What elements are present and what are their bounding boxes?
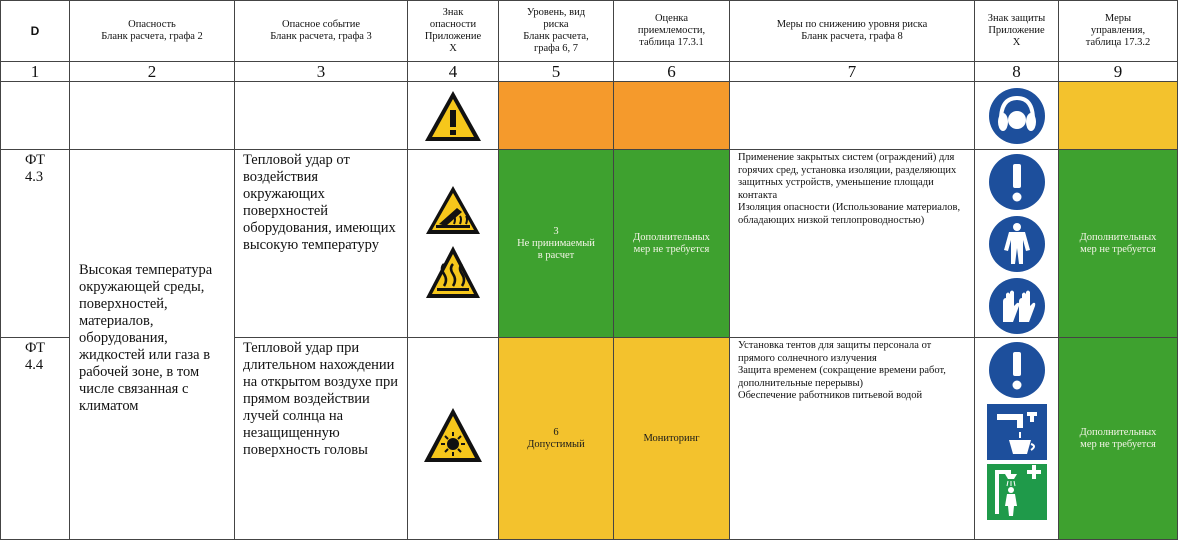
- col-number-8: 8: [975, 62, 1059, 82]
- col-number-6: 6: [614, 62, 730, 82]
- col-number-1: 1: [0, 62, 70, 82]
- row2-acceptability: Мониторинг: [614, 338, 730, 540]
- protective-suit-icon: [987, 214, 1047, 274]
- hot-surface-hand-icon: [424, 184, 482, 236]
- row1-code: ФТ 4.3: [0, 150, 70, 338]
- general-warning-icon: [422, 88, 484, 144]
- emergency-shower-icon: [987, 464, 1047, 520]
- col-number-9: 9: [1059, 62, 1178, 82]
- mandatory-action-icon: [987, 152, 1047, 212]
- header-col-7: Меры по снижению уровня риска Бланк расчета, графа 8: [730, 0, 975, 62]
- row1-control: Дополнительных мер не требуется: [1059, 150, 1178, 338]
- row2-hazard-sign: [408, 338, 499, 540]
- row0-event: [235, 82, 408, 150]
- row2-protect-sign: [975, 338, 1059, 540]
- col-number-5: 5: [499, 62, 614, 82]
- row1-protect-sign: [975, 150, 1059, 338]
- row2-control: Дополнительных мер не требуется: [1059, 338, 1178, 540]
- row2-level: 6 Допустимый: [499, 338, 614, 540]
- row0-protect-sign: [975, 82, 1059, 150]
- col-number-7: 7: [730, 62, 975, 82]
- drinking-water-icon: [987, 404, 1047, 460]
- col-number-3: 3: [235, 62, 408, 82]
- header-col-6: Оценка приемлемости, таблица 17.3.1: [614, 0, 730, 62]
- row2-event: Тепловой удар при длительном нахождении на открытом воздухе при прямом воздействии лучей солнца на незащищенную поверхность головы: [235, 338, 408, 540]
- row1-acceptability: Дополнительных мер не требуется: [614, 150, 730, 338]
- header-col-d: D: [0, 0, 70, 62]
- row0-acceptability: [614, 82, 730, 150]
- ear-protection-icon: [987, 86, 1047, 146]
- protective-gloves-icon: [987, 276, 1047, 336]
- row0-measures: [730, 82, 975, 150]
- row0-code: [0, 82, 70, 150]
- header-col-4: Знак опасности Приложение X: [408, 0, 499, 62]
- col-number-4: 4: [408, 62, 499, 82]
- row1-level: 3 Не принимаемый в расчет: [499, 150, 614, 338]
- row0-hazard: [70, 82, 235, 150]
- solar-radiation-icon: [422, 406, 484, 464]
- header-col-2: Опасность Бланк расчета, графа 2: [70, 0, 235, 62]
- mandatory-action-icon: [987, 340, 1047, 400]
- row0-level: [499, 82, 614, 150]
- col-number-2: 2: [70, 62, 235, 82]
- row1-event: Тепловой удар от воздействия окружающих поверхностей оборудования, имеющих высокую температуру: [235, 150, 408, 338]
- header-col-9: Меры управления, таблица 17.3.2: [1059, 0, 1178, 62]
- hazard-description: Высокая температура окружающей среды, поверхностей, материалов, оборудования, жидкостей или газа в рабочей зоне, в том числе связанная с климатом: [70, 150, 235, 540]
- row2-code: ФТ 4.4: [0, 338, 70, 540]
- row0-control: [1059, 82, 1178, 150]
- header-col-3: Опасное событие Бланк расчета, графа 3: [235, 0, 408, 62]
- row1-measures: Применение закрытых систем (ограждений) для горячих сред, установка изоляции, разделяющих защитных устройств, уменьшение площади контакта Изоляция опасности (Использование материалов, обладающих низкой теплопроводностью): [730, 150, 975, 338]
- row2-measures: Установка тентов для защиты персонала от прямого солнечного излучения Защита временем (сокращение времени работ, дополнительные перерывы) Обеспечение работников питьевой водой: [730, 338, 975, 540]
- row1-hazard-sign: [408, 150, 499, 338]
- header-col-8: Знак защиты Приложение X: [975, 0, 1059, 62]
- row0-hazard-sign: [408, 82, 499, 150]
- header-col-5: Уровень, вид риска Бланк расчета, графа 6, 7: [499, 0, 614, 62]
- hot-surface-icon: [424, 244, 482, 300]
